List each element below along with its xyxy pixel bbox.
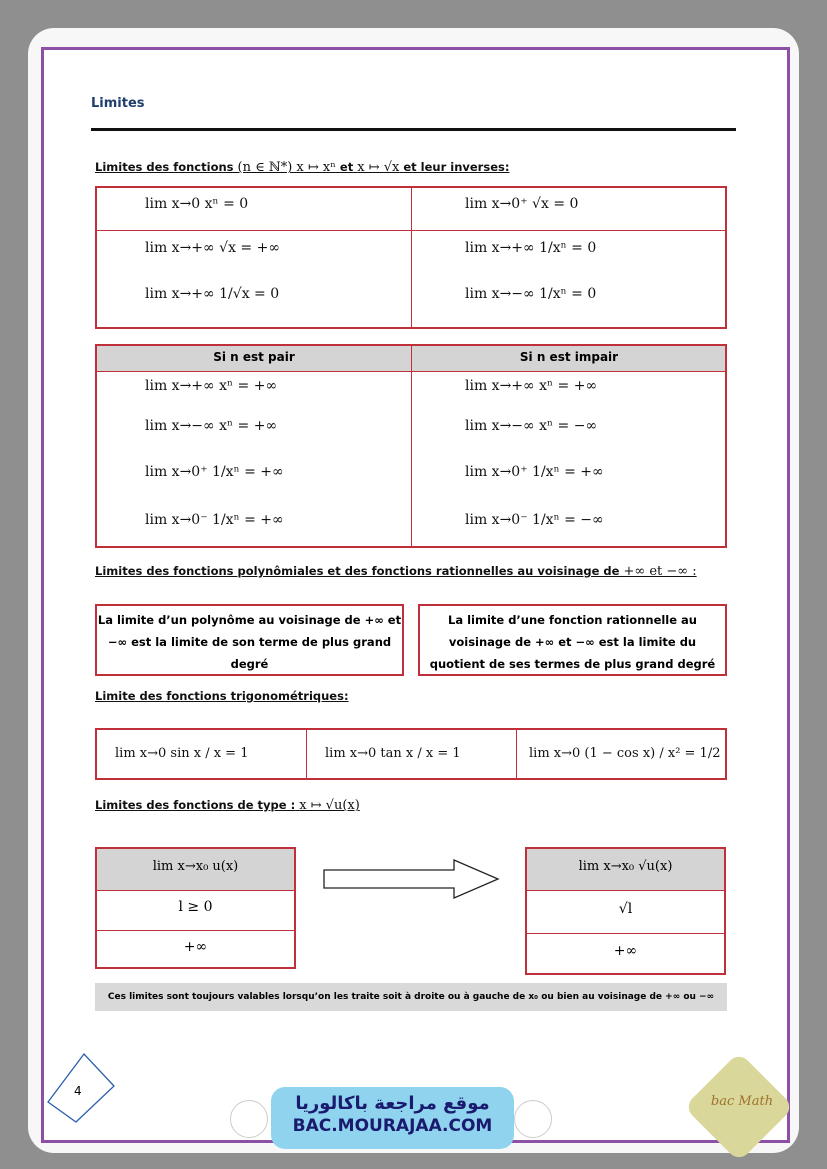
limit-cell: lim x→−∞ xⁿ = +∞ bbox=[145, 418, 278, 434]
limit-cell: lim x→0 xⁿ = 0 bbox=[145, 196, 249, 212]
limit-cell: lim x→+∞ √x = +∞ bbox=[145, 240, 280, 256]
u-limit-head: lim x→x₀ u(x) bbox=[152, 859, 239, 874]
banner-url: BAC.MOURAJAA.COM bbox=[292, 1116, 493, 1136]
limit-cell: lim x→+∞ 1/√x = 0 bbox=[145, 286, 280, 302]
limit-cell: lim x→+∞ xⁿ = +∞ bbox=[465, 378, 598, 394]
section4-heading bbox=[95, 798, 360, 813]
title-rule bbox=[91, 128, 736, 131]
limit-cell: lim x→0⁻ 1/xⁿ = +∞ bbox=[145, 512, 284, 528]
section1-heading-text: Limites des fonctions bbox=[95, 160, 234, 174]
u-limit-table bbox=[95, 847, 296, 969]
polynomial-rule-box: La limite d’un polynôme au voisinage de +∞ et −∞ est la limite de son terme de plus grand degré bbox=[95, 604, 404, 676]
sqrt-limit-row2: +∞ bbox=[613, 943, 638, 959]
bacmath-logo-text: bac Math bbox=[710, 1094, 774, 1109]
basic-limits-table bbox=[95, 186, 727, 329]
section1-suffix: et leur inverses: bbox=[403, 160, 510, 174]
header-even: Si n est pair bbox=[213, 350, 295, 364]
right-arrow-icon bbox=[322, 858, 502, 900]
sqrt-u-limit-table bbox=[525, 847, 726, 975]
section1-math: (n ∈ ℕ*) x ↦ xⁿ bbox=[237, 160, 336, 175]
limit-cell: lim x→−∞ 1/xⁿ = 0 bbox=[465, 286, 597, 302]
section4-math: x ↦ √u(x) bbox=[299, 798, 360, 813]
book-logo-icon bbox=[230, 1100, 268, 1138]
book-logo-icon bbox=[514, 1100, 552, 1138]
section1-heading bbox=[95, 160, 509, 175]
trig-limit-sin: lim x→0 sin x / x = 1 bbox=[115, 746, 249, 761]
limit-cell: lim x→0⁺ √x = 0 bbox=[465, 196, 579, 212]
section2-heading bbox=[95, 564, 697, 579]
section3-heading: Limite des fonctions trigonométriques: bbox=[95, 689, 349, 703]
section1-et: et bbox=[339, 160, 354, 174]
site-banner[interactable] bbox=[271, 1087, 514, 1149]
section1-math2: x ↦ √x bbox=[357, 160, 400, 175]
banner-arabic: موقع مراجعة باكالوريا bbox=[295, 1093, 490, 1114]
parity-limits-table bbox=[95, 344, 727, 548]
limit-cell: lim x→0⁺ 1/xⁿ = +∞ bbox=[145, 464, 284, 480]
limit-cell: lim x→+∞ 1/xⁿ = 0 bbox=[465, 240, 597, 256]
section2-heading-text: Limites des fonctions polynômiales et des fonctions rationnelles au voisinage de bbox=[95, 564, 620, 578]
sqrt-limit-head: lim x→x₀ √u(x) bbox=[578, 859, 673, 874]
sqrt-limit-row1: √l bbox=[618, 901, 633, 917]
limit-cell: lim x→−∞ xⁿ = −∞ bbox=[465, 418, 598, 434]
limit-cell: lim x→0⁻ 1/xⁿ = −∞ bbox=[465, 512, 604, 528]
page-title: Limites bbox=[91, 96, 145, 111]
trig-limit-tan: lim x→0 tan x / x = 1 bbox=[325, 746, 461, 761]
limit-cell: lim x→0⁺ 1/xⁿ = +∞ bbox=[465, 464, 604, 480]
section2-tail: +∞ et −∞ : bbox=[623, 564, 697, 579]
rational-rule-box: La limite d’une fonction rationnelle au voisinage de +∞ et −∞ est la limite du quotient de ses termes de plus grand degré bbox=[418, 604, 727, 676]
header-odd: Si n est impair bbox=[519, 350, 619, 364]
page-corner-icon bbox=[46, 1052, 118, 1124]
trig-limit-cos: lim x→0 (1 − cos x) / x² = 1/2 bbox=[529, 746, 721, 761]
trig-limits-table bbox=[95, 728, 727, 780]
limit-cell: lim x→+∞ xⁿ = +∞ bbox=[145, 378, 278, 394]
u-limit-row1: l ≥ 0 bbox=[178, 899, 213, 915]
page-number: 4 bbox=[74, 1084, 82, 1098]
validity-note: Ces limites sont toujours valables lorsqu’on les traite soit à droite ou à gauche de x₀ ou bien au voisinage de +∞ ou −∞ bbox=[95, 983, 727, 1011]
section4-heading-text: Limites des fonctions de type : bbox=[95, 798, 296, 812]
u-limit-row2: +∞ bbox=[183, 939, 208, 955]
